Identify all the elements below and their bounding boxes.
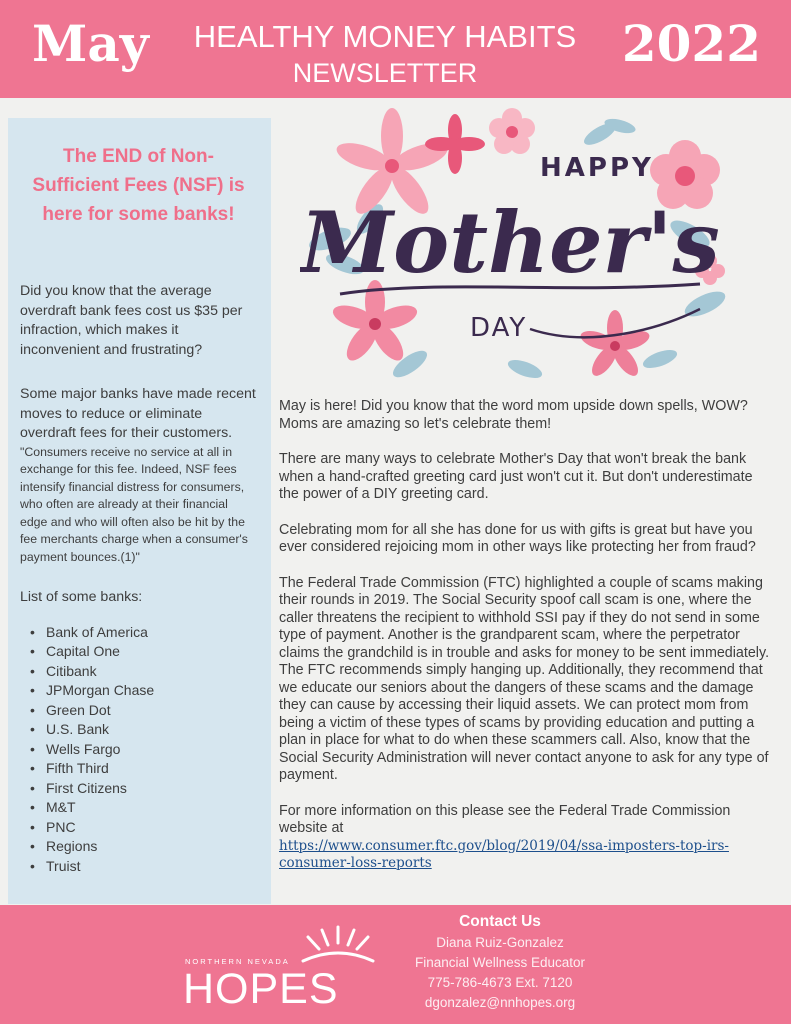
sidebar-quote: "Consumers receive no service at all in exchange for this fee. Indeed, NSF fees intensify financial distress for consumers, who often are already at their financial edge and who will often also be hit by the fee merchants charge when a consumer's payment bounces.(1)"	[20, 444, 248, 564]
day-lettering: DAY	[470, 313, 528, 343]
newsletter-title-main: HEALTHY MONEY HABITS	[193, 19, 577, 54]
bank-list-item: • Regions	[30, 837, 257, 857]
bank-list-item: • Fifth Third	[30, 759, 257, 779]
article-paragraph-intro: May is here! Did you know that the word mom upside down spells, WOW? Moms are amazing so let's celebrate them!	[279, 398, 748, 432]
bank-list	[20, 623, 257, 877]
logo-big-text: HOPES	[183, 965, 339, 1013]
newsletter-title-sub: NEWSLETTER	[292, 58, 478, 88]
bank-list-item: • Truist	[30, 857, 257, 877]
bank-list-item: • Bank of America	[30, 623, 257, 643]
contact-email[interactable]: dgonzalez@nnhopes.org	[424, 995, 576, 1010]
happy-lettering: HAPPY	[540, 153, 654, 183]
contact-block	[395, 911, 605, 1013]
article-paragraph-fraud: Celebrating mom for all she has done for us with gifts is great but have you ever considered rejoicing mom in other ways like protecting her from fraud?	[279, 521, 756, 555]
newsletter-title	[185, 18, 585, 92]
mothers-day-illustration	[300, 104, 740, 389]
mothers-script-lettering: Mother's	[300, 193, 720, 292]
ftc-link[interactable]: https://www.consumer.ftc.gov/blog/2019/04/ssa-imposters-top-irs-consumer-loss-reports	[279, 837, 729, 871]
sidebar-paragraph-banks: Some major banks have made recent moves to reduce or eliminate overdraft fees for their customers.	[20, 386, 256, 441]
hopes-logo	[183, 923, 373, 1013]
bank-list-item: • PNC	[30, 818, 257, 838]
contact-phone: 775-786-4673 Ext. 7120	[427, 975, 573, 990]
bank-list-item: • U.S. Bank	[30, 720, 257, 740]
bank-list-item: • JPMorgan Chase	[30, 681, 257, 701]
sidebar-paragraph-overdraft: Did you know that the average overdraft bank fees cost us $35 per infraction, which makes it inconvenient and frustrating?	[20, 283, 243, 358]
newsletter-footer	[0, 905, 791, 1024]
bank-list-item: • Citibank	[30, 662, 257, 682]
main-article	[279, 398, 776, 873]
bank-list-item: • Wells Fargo	[30, 740, 257, 760]
newsletter-header	[0, 0, 791, 98]
floral-artwork	[300, 104, 740, 389]
article-paragraph-greeting-card: There are many ways to celebrate Mother's Day that won't break the bank when a hand-crafted greeting card just won't cut it. But don't underestimate the power of a DIY greeting card.	[279, 451, 753, 502]
logo-small-text: NORTHERN NEVADA	[185, 957, 290, 966]
sidebar-heading: The END of Non-Sufficient Fees (NSF) is here for some banks!	[32, 146, 245, 225]
contact-name: Diana Ruiz-Gonzalez	[436, 935, 564, 950]
contact-heading: Contact Us	[459, 913, 541, 930]
article-paragraph-more-info: For more information on this please see the Federal Trade Commission website at	[279, 802, 731, 836]
header-month: May	[32, 14, 149, 73]
header-year: 2022	[621, 14, 761, 73]
bank-list-item: • Green Dot	[30, 701, 257, 721]
sidebar-panel	[8, 118, 271, 904]
bank-list-heading: List of some banks:	[20, 589, 143, 605]
bank-list-item: • Capital One	[30, 642, 257, 662]
bank-list-item: • First Citizens	[30, 779, 257, 799]
article-paragraph-ftc-scams: The Federal Trade Commission (FTC) highlighted a couple of scams making their rounds in 2019. The Social Security spoof call scam is one, where the caller threatens the recipient to withhold SSI pay if they do not send in some type of payment. Another is the grandparent scam, where the perpetrator claims the grandchild is in trouble and asks for money to be sent immediately. The FTC recommends simply hanging up. Additionally, they recommend that we educate our seniors about the dangers of these scams and the damage they can cause by accessing their liquid assets. We can protect mom from being a victim of these types of scams by providing education and putting a plan in place for what to do when these scammers call. Also, know that the Social Security Administration will never contact anyone to ask for any type of payment.	[279, 574, 770, 783]
contact-role: Financial Wellness Educator	[414, 955, 586, 970]
sunrise-icon	[298, 923, 378, 963]
bank-list-item: • M&T	[30, 798, 257, 818]
